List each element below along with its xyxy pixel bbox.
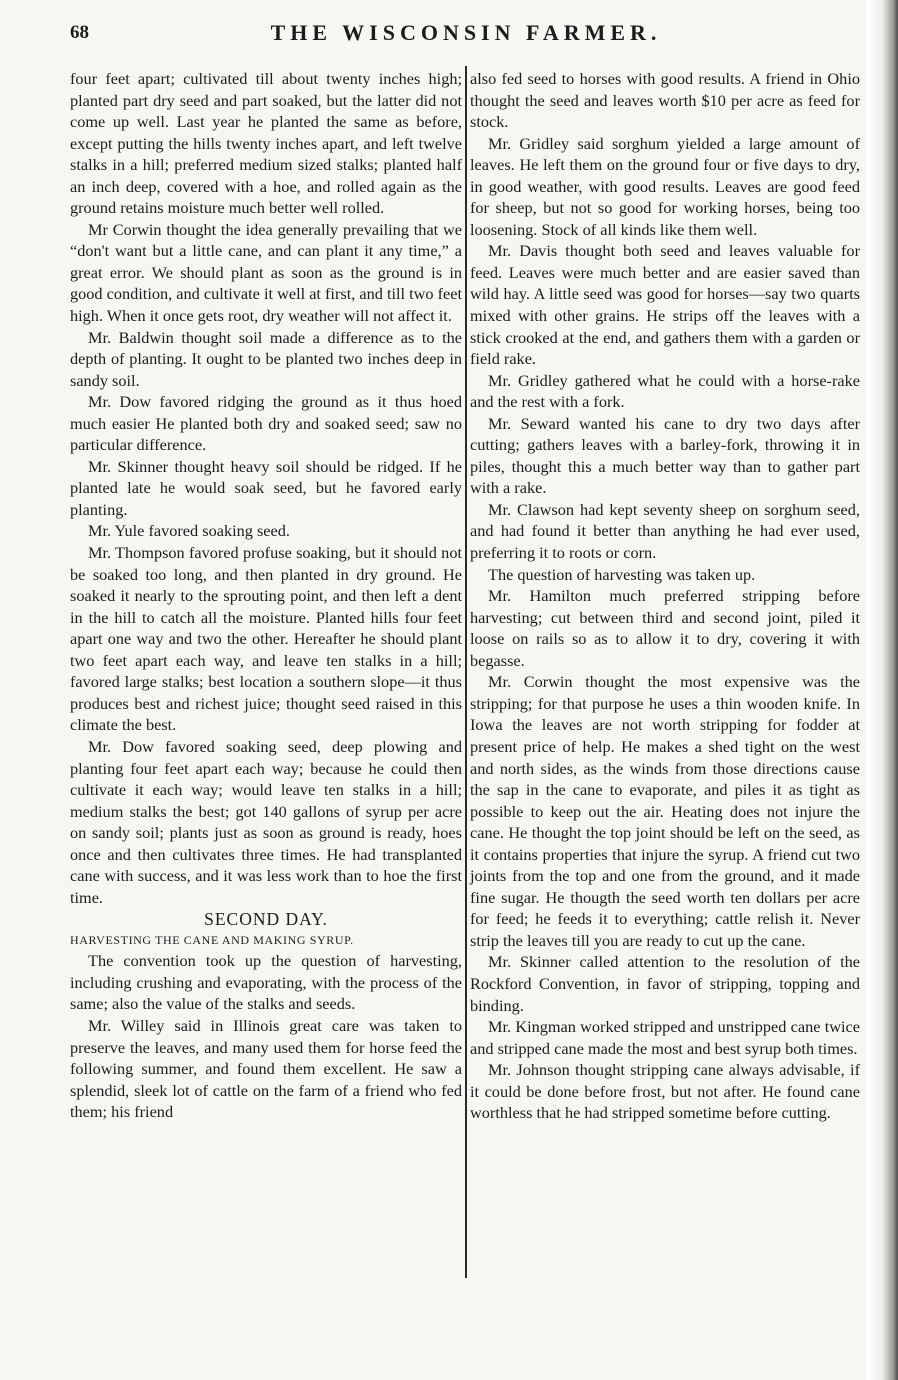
paragraph: four feet apart; cultivated till about twenty inches high; planted part dry seed and part soaked, but the latter did not come up well. Last year he planted the same as before, except putting the hills twenty inches apart, and left twelve stalks in a hill; preferred medium sized stalks; planted half an inch deep, covered with a hoe, and rolled again as the ground retains moisture much better well rolled. (70, 69, 462, 218)
paragraph: Mr. Seward wanted his cane to dry two days after cutting; gathers leaves with a barley-fork, throwing it in piles, thought this a much better way than to gather part with a rake. (470, 413, 860, 498)
paragraph: Mr. Yule favored soaking seed. (88, 521, 290, 541)
page-header (66, 22, 866, 52)
sub-heading: HARVESTING THE CANE AND MAKING SYRUP. (70, 933, 354, 948)
page-edge-shadow (866, 0, 898, 1380)
paragraph: Mr. Skinner called attention to the resolution of the Rockford Convention, in favor of stripping, topping and binding. (470, 952, 860, 1015)
paragraph: Mr. Johnson thought stripping cane always advisable, if it could be done before frost, but not after. He found cane worthless that he had stripped sometime before cutting. (470, 1060, 860, 1123)
paragraph: Mr. Thompson favored profuse soaking, but it should not be soaked too long, and then planted in dry ground. He soaked it nearly to the sprouting point, and then left a dent in the hill to catch all the moisture. Planted hills four feet apart one way and two the other. Hereafter he should plant two feet apart each way, and leave ten stalks in a hill; favored large stalks; best location a southern slope—it thus produces best and richest juice; thought seed raised in this climate the best. (70, 543, 462, 735)
paragraph: Mr. Dow favored ridging the ground as it thus hoed much easier He planted both dry and soaked seed; saw no particular difference. (70, 392, 462, 455)
paragraph: The question of harvesting was taken up. (488, 564, 756, 584)
paragraph: Mr. Davis thought both seed and leaves valuable for feed. Leaves were much better and are easier saved than wild hay. A little seed was good for horses—say two quarts mixed with other grains. He strips off the leaves with a stick crooked at the end, and gathers them with a garden or field rake. (470, 241, 860, 369)
paragraph: Mr. Hamilton much preferred stripping before harvesting; cut between third and second joint, piled it loose on rails so as to allow it to dry, covering it with begasse. (470, 586, 860, 670)
column-divider (465, 66, 467, 1278)
journal-title: THE WISCONSIN FARMER. (270, 20, 662, 45)
paragraph: The convention took up the question of harvesting, including crushing and evaporating, with the process of the same; also the value of the stalks and seeds. (70, 951, 462, 1014)
paragraph: Mr. Gridley said sorghum yielded a large amount of leaves. He left them on the ground four or five days to dry, in good weather, with good results. Leaves are good feed for sheep, but not so good for working horses, being too loosening. Stock of all kinds like them well. (470, 133, 860, 239)
paragraph: Mr. Corwin thought the most expensive was the stripping; for that purpose he uses a thin wooden knife. In Iowa the leaves are not worth stripping for fodder at present price of help. He makes a shed tight on the west and north sides, as the winds from those directions cause the sap in the cane to evaporate, and piles it as tight as possible to keep out the air. Heating does not injure the cane. He thought the top joint should be left on the seed, as it contains properties that injure the syrup. A friend cut two joints from the top and one from the ground, and it made fine sugar. He thougth the seed worth ten dollars per acre for feed; he feeds it to everything; cattle relish it. Never strip the leaves till you are ready to cut up the cane. (470, 672, 860, 950)
paragraph: Mr. Skinner thought heavy soil should be ridged. If he planted late he would soak seed, but he favored early planting. (70, 456, 462, 519)
paragraph: Mr. Kingman worked stripped and unstripped cane twice and stripped cane made the most and best syrup both times. (470, 1017, 860, 1058)
paragraph: Mr Corwin thought the idea generally prevailing that we “don't want but a little cane, and can plant it any time,” a great error. We should plant as soon as the ground is in good condition, and cultivate it well at first, and till two feet high. When it once gets root, dry weather will not affect it. (70, 219, 463, 326)
paragraph: Mr. Baldwin thought soil made a difference as to the depth of planting. It ought to be planted two inches deep in sandy soil. (70, 327, 462, 390)
right-column (470, 68, 860, 1124)
section-heading: SECOND DAY. (204, 909, 328, 930)
paragraph: Mr. Clawson had kept seventy sheep on sorghum seed, and had found it better than anything he had ever used, preferring it to roots or corn. (470, 499, 860, 563)
paragraph: Mr. Willey said in Illinois great care was taken to preserve the leaves, and many used them for horse feed the following summer, and found them excellent. He saw a splendid, sleek lot of cattle on the farm of a friend who fed them; his friend (70, 1015, 462, 1122)
page-number: 68 (70, 22, 89, 43)
left-column (70, 68, 462, 1123)
paragraph: Mr. Gridley gathered what he could with a horse-rake and the rest with a fork. (470, 370, 860, 412)
paragraph: Mr. Dow favored soaking seed, deep plowing and planting four feet apart each way; because he could then cultivate it each way; would leave ten stalks in a hill; medium stalks the best; got 140 gallons of syrup per acre on sandy soil; plants just as soon as ground is ready, hoes once and then cultivates three times. He had transplanted cane with success, and it was less work than to hoe the first time. (70, 736, 462, 907)
paragraph: also fed seed to horses with good results. A friend in Ohio thought the seed and leaves worth $10 per acre as feed for stock. (470, 69, 860, 132)
